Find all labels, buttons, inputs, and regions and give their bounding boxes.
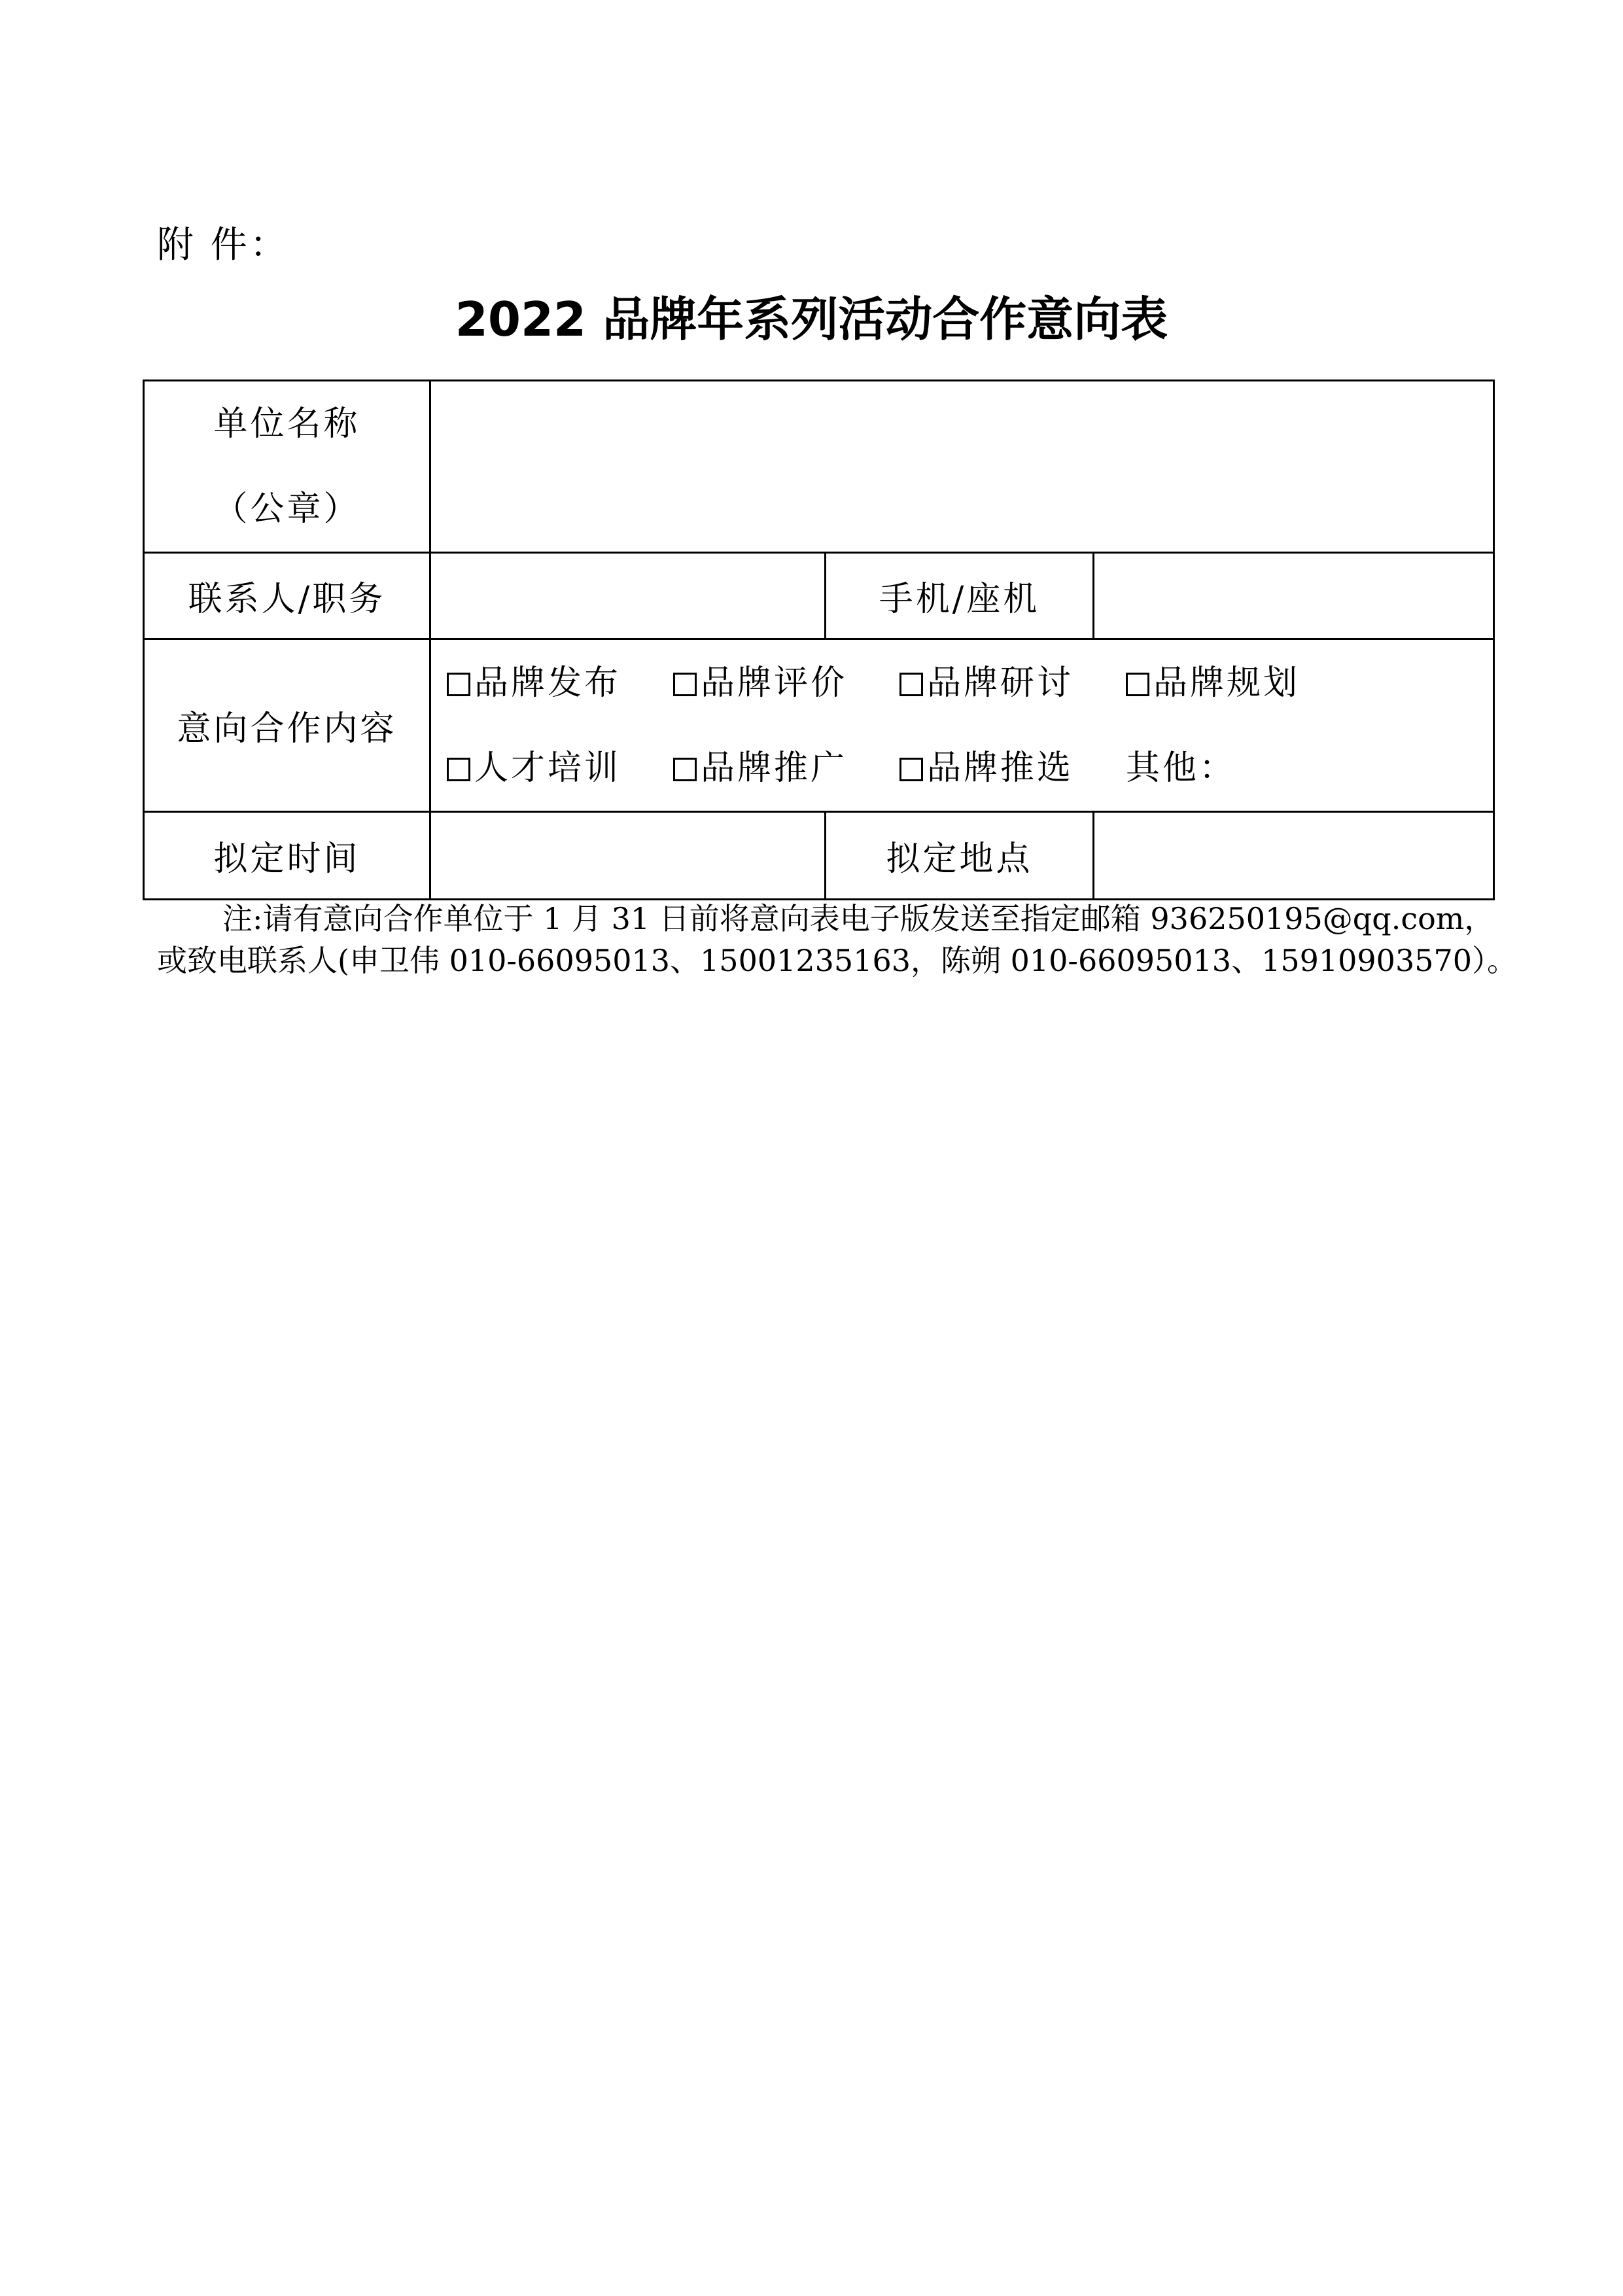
option-talent-training[interactable]: 人才培训 — [447, 726, 673, 811]
option-brand-planning[interactable]: 品牌规划 — [1126, 641, 1352, 726]
schedule-row — [144, 812, 1494, 900]
contact-label: 联系人/职务 — [144, 553, 430, 639]
options-row-2 — [447, 726, 1493, 811]
checkbox-icon[interactable] — [673, 758, 697, 781]
footnote — [157, 898, 1518, 981]
cooperation-form-table — [143, 380, 1495, 900]
intent-label: 意向合作内容 — [144, 639, 430, 812]
checkbox-icon[interactable] — [1126, 673, 1149, 696]
option-brand-evaluation[interactable]: 品牌评价 — [673, 641, 899, 726]
option-brand-seminar[interactable]: 品牌研讨 — [899, 641, 1126, 726]
checkbox-icon[interactable] — [899, 758, 923, 781]
unit-name-label: 单位名称 — [213, 404, 360, 444]
page-title: 2022 品牌年系列活动合作意向表 — [455, 292, 1168, 347]
option-brand-promotion[interactable]: 品牌推广 — [673, 726, 899, 811]
footnote-line-1: 注:请有意向合作单位于 1 月 31 日前将意向表电子版发送至指定邮箱 936250195@qq.com， — [222, 901, 1495, 936]
place-label: 拟定地点 — [826, 812, 1094, 900]
unit-name-label-cell — [144, 381, 430, 553]
seal-label: （公章） — [213, 489, 360, 529]
unit-name-field[interactable] — [430, 381, 1494, 553]
option-brand-selection[interactable]: 品牌推选 — [899, 726, 1126, 811]
checkbox-icon[interactable] — [899, 673, 923, 696]
intent-options — [430, 639, 1494, 812]
footnote-line-2: 或致电联系人(申卫伟 010-66095013、15001235163，陈朔 010-66095013、15910903570）。 — [157, 943, 1518, 978]
time-field[interactable] — [430, 812, 826, 900]
phone-field[interactable] — [1094, 553, 1494, 639]
time-label: 拟定时间 — [144, 812, 430, 900]
attachment-label: 附 件： — [157, 224, 289, 266]
phone-label: 手机/座机 — [826, 553, 1094, 639]
checkbox-icon[interactable] — [447, 673, 470, 696]
unit-name-row — [144, 381, 1494, 553]
checkbox-icon[interactable] — [447, 758, 470, 781]
option-other[interactable]: 其他： — [1126, 748, 1236, 788]
intent-row — [144, 639, 1494, 812]
options-row-1 — [447, 641, 1493, 726]
checkbox-icon[interactable] — [673, 673, 697, 696]
contact-row — [144, 553, 1494, 639]
place-field[interactable] — [1094, 812, 1494, 900]
contact-field[interactable] — [430, 553, 826, 639]
option-brand-release[interactable]: 品牌发布 — [447, 641, 673, 726]
